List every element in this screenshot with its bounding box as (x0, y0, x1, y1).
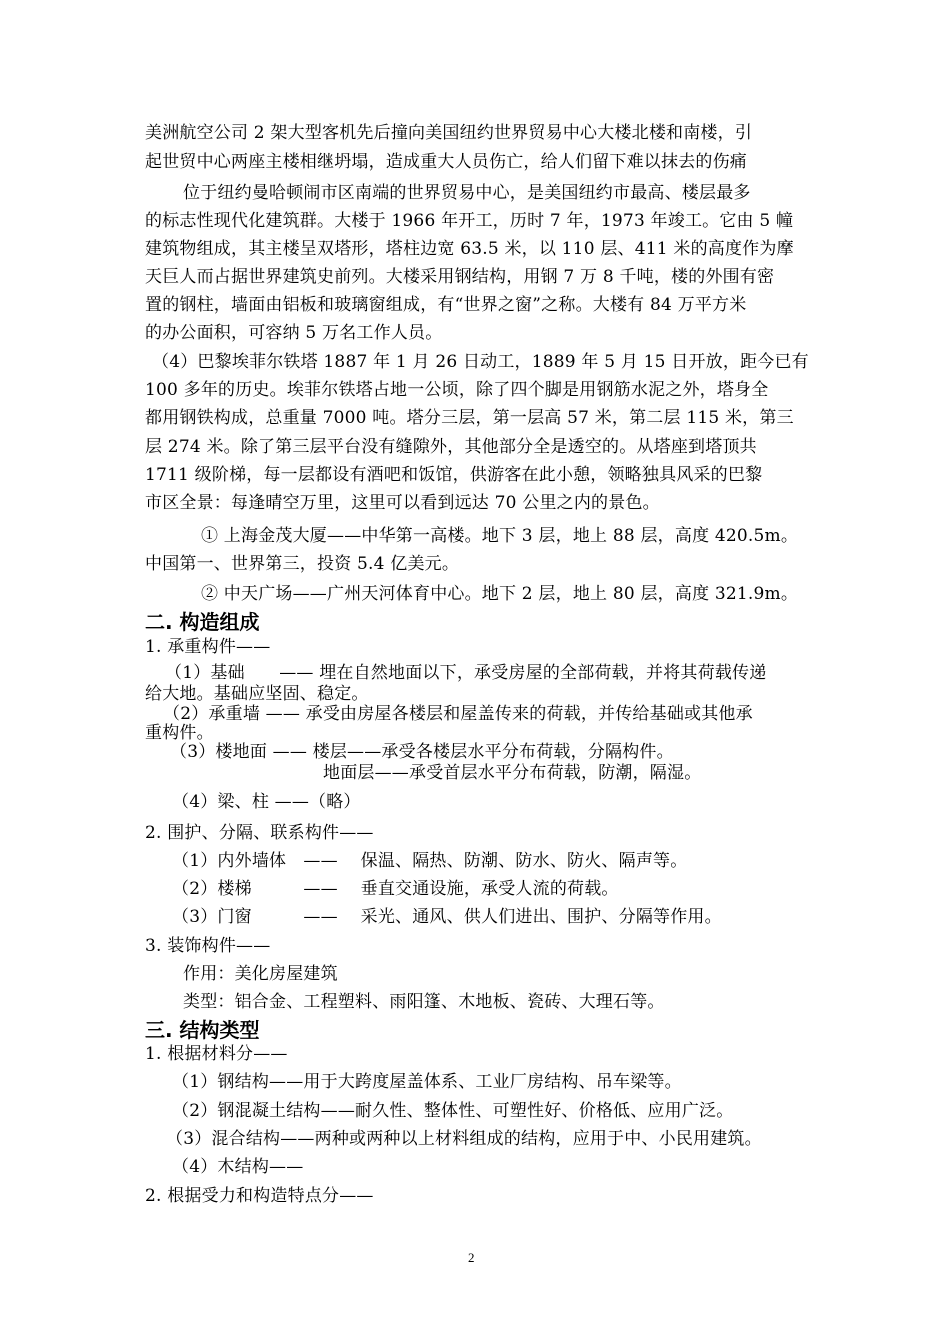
list-item: （1）基础 —— 埋在自然地面以下，承受房屋的全部荷载，并将其荷载传递 (165, 663, 767, 683)
list-item: （3）楼地面 —— 楼层——承受各楼层水平分布荷载，分隔构件。 (170, 742, 674, 762)
list-item: （2）承重墙 —— 承受由房屋各楼层和屋盖传来的荷载，并传给基础或其他承 (163, 704, 753, 724)
paragraph-line: 层 274 米。除了第三层平台没有缝隙外，其他部分全是透空的。从塔座到塔顶共 (145, 437, 757, 457)
paragraph-line: 美洲航空公司 2 架大型客机先后撞向美国纽约世界贸易中心大楼北楼和南楼，引 (145, 123, 753, 143)
list-item: 类型：铝合金、工程塑料、雨阳篷、木地板、瓷砖、大理石等。 (183, 992, 665, 1012)
subsection-title: 2. 围护、分隔、联系构件—— (145, 823, 374, 843)
paragraph-line: 都用钢铁构成，总重量 7000 吨。塔分三层，第一层高 57 米，第二层 115 米，第三 (145, 408, 794, 428)
list-item: 重构件。 (145, 723, 214, 743)
subsection-title: 1. 根据材料分—— (145, 1044, 288, 1064)
list-item: （2）钢混凝土结构——耐久性、整体性、可塑性好、价格低、应用广泛。 (172, 1101, 734, 1121)
list-item: （1）钢结构——用于大跨度屋盖体系、工业厂房结构、吊车梁等。 (172, 1072, 682, 1092)
paragraph-line: 1711 级阶梯，每一层都设有酒吧和饭馆，供游客在此小憩，领略独具风采的巴黎 (145, 465, 763, 485)
list-item: （1）内外墙体 —— 保温、隔热、防潮、防水、防火、隔声等。 (172, 851, 688, 871)
list-item: （4）梁、柱 ——（略） (172, 792, 361, 812)
paragraph-line: 市区全景：每逢晴空万里，这里可以看到远达 70 公里之内的景色。 (145, 493, 660, 513)
list-item: 地面层——承受首层水平分布荷载，防潮，隔湿。 (323, 763, 702, 783)
paragraph-line: 100 多年的历史。埃菲尔铁塔占地一公顷，除了四个脚是用钢筋水泥之外，塔身全 (145, 380, 769, 400)
paragraph-line: 置的钢柱，墙面由铝板和玻璃窗组成，有“世界之窗”之称。大楼有 84 万平方米 (145, 295, 747, 315)
paragraph-line: 的标志性现代化建筑群。大楼于 1966 年开工，历时 7 年，1973 年竣工。它由 5 幢 (145, 211, 794, 231)
subsection-title: 1. 承重构件—— (145, 637, 271, 657)
subsection-title: 2. 根据受力和构造特点分—— (145, 1186, 374, 1206)
list-item: （4）木结构—— (172, 1157, 304, 1177)
section-heading: 二. 构造组成 (145, 610, 260, 634)
paragraph-line: 建筑物组成，其主楼呈双塔形，塔柱边宽 63.5 米，以 110 层、411 米的高度作为摩 (145, 239, 794, 259)
list-item: （3）门窗 —— 采光、通风、供人们进出、围护、分隔等作用。 (172, 907, 722, 927)
paragraph-line: 中国第一、世界第三，投资 5.4 亿美元。 (145, 554, 460, 574)
paragraph-line: 的办公面积，可容纳 5 万名工作人员。 (145, 323, 443, 343)
subsection-title: 3. 装饰构件—— (145, 936, 271, 956)
list-item: （3）混合结构——两种或两种以上材料组成的结构，应用于中、小民用建筑。 (166, 1129, 762, 1149)
paragraph-line: （4）巴黎埃菲尔铁塔 1887 年 1 月 26 日动工，1889 年 5 月 15 日开放，距今已有 (152, 352, 809, 372)
paragraph-line: ① 上海金茂大厦——中华第一高楼。地下 3 层，地上 88 层，高度 420.5m。 (201, 526, 799, 546)
list-item: （2）楼梯 —— 垂直交通设施，承受人流的荷载。 (172, 879, 619, 899)
page-number: 2 (468, 1250, 475, 1265)
paragraph-line: ② 中天广场——广州天河体育中心。地下 2 层，地上 80 层，高度 321.9m。 (201, 584, 799, 604)
paragraph-line: 起世贸中心两座主楼相继坍塌，造成重大人员伤亡，给人们留下难以抹去的伤痛 (145, 152, 747, 172)
paragraph-line: 位于纽约曼哈顿闹市区南端的世界贸易中心，是美国纽约市最高、楼层最多 (183, 183, 751, 203)
section-heading: 三. 结构类型 (145, 1018, 260, 1042)
list-item: 作用：美化房屋建筑 (183, 964, 338, 984)
list-item: 给大地。基础应坚固、稳定。 (145, 684, 369, 704)
paragraph-line: 天巨人而占据世界建筑史前列。大楼采用钢结构，用钢 7 万 8 千吨，楼的外围有密 (145, 267, 775, 287)
